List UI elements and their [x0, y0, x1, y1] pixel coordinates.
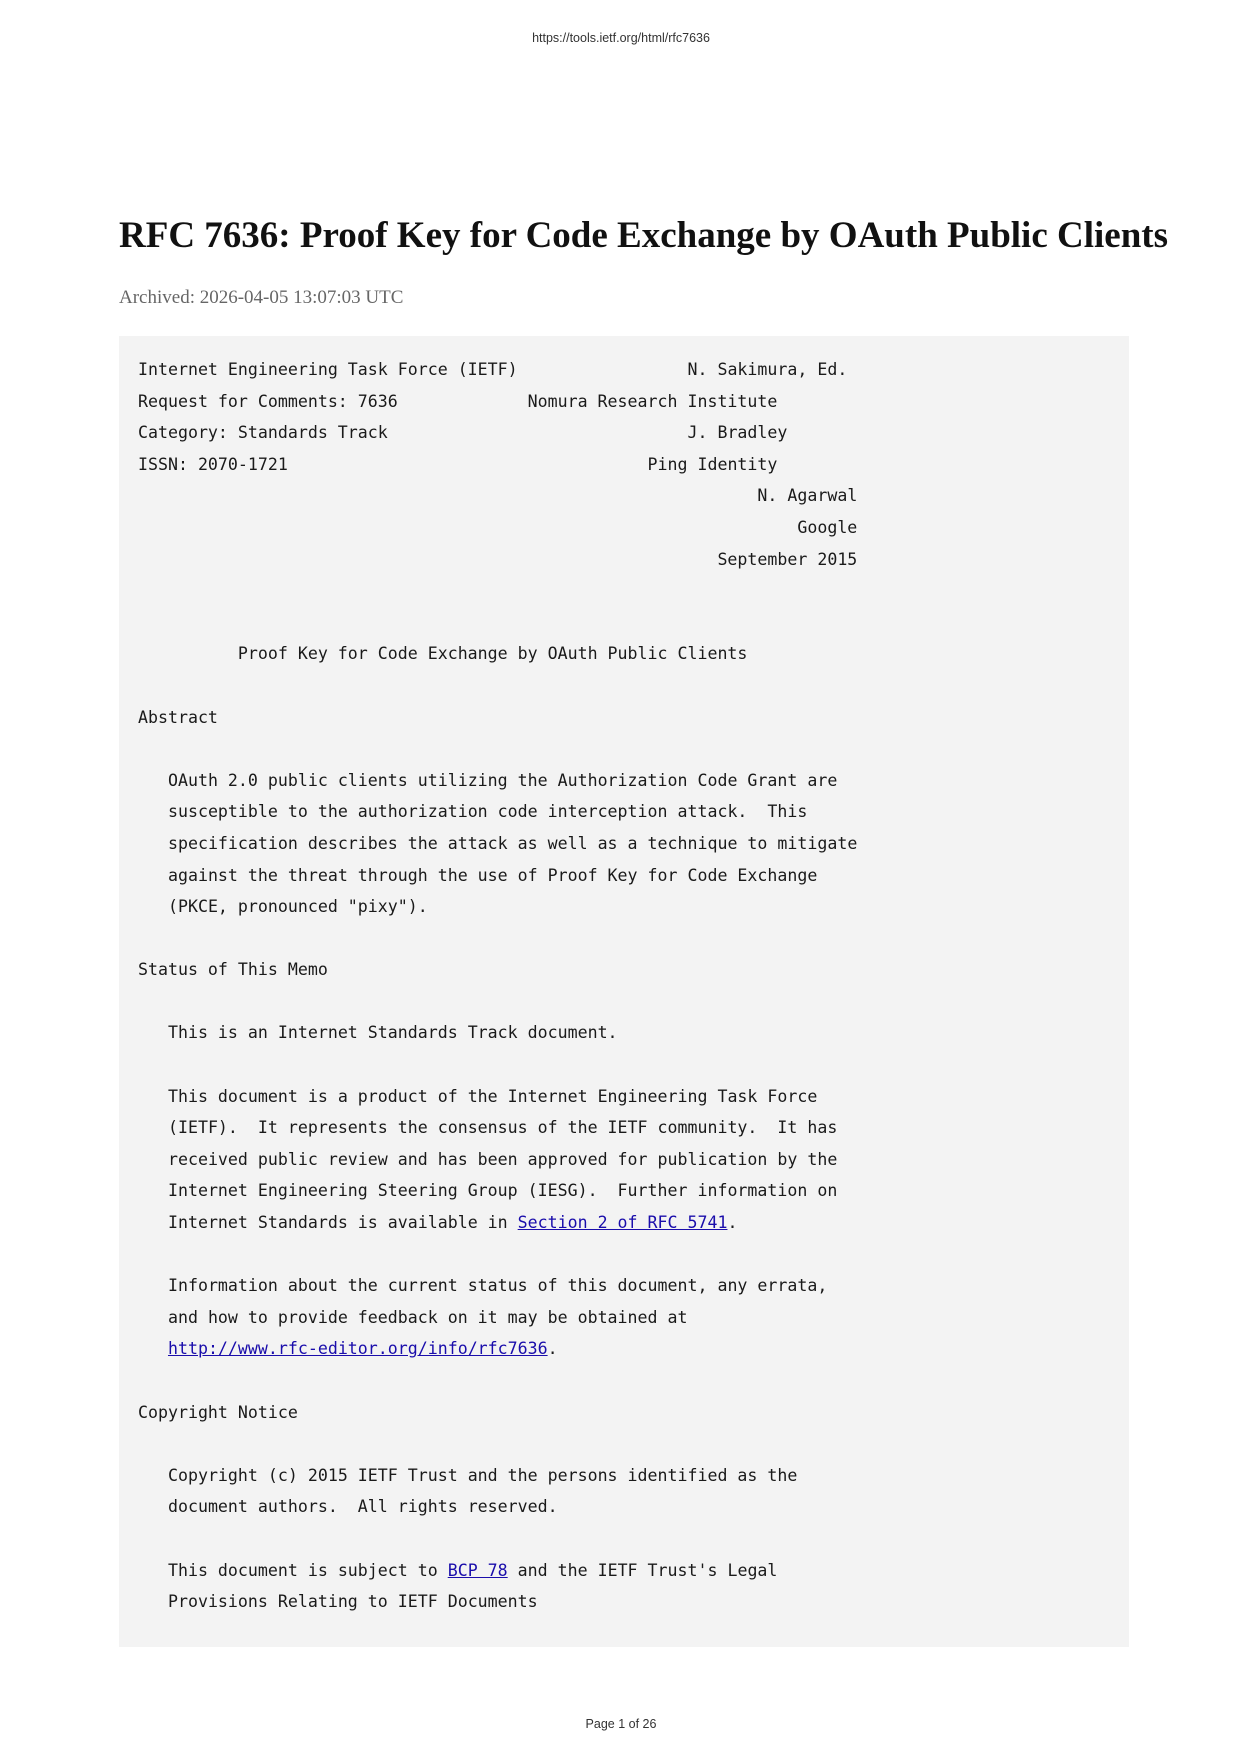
meta-right-1: Nomura Research Institute — [527, 391, 778, 411]
abstract-heading: Abstract — [138, 707, 218, 727]
rfc-document-text: Internet Engineering Task Force (IETF) N. Sakimura, Ed. Request for Comments: 7636 Nomura Research Institute Category: Standards Track J. Bradley ISSN: 2070-1721 Ping Identity N. Agarwal Google September 2015 Proof Key for Code Exchange by OAuth Public Clients Abstract OAuth 2.0 public clients utilizing the Authorization Code Grant are susceptible to the authorization code interception attack. This specification describes the attack as well as a technique to mitigate against the threat through the use of Proof Key for Code Exchange (PKCE, pronounced "pixy"). Status of This Memo This is an Internet Standards Track document. This document is a product of the Internet Engineering Task Force (IETF). It represents the consensus of the IETF community. It has received public review and has been approved for publication by the Internet Engineering Steering Group (IESG). Further information on Internet Standards is available in Section 2 of RFC 5741. Information about the current status of this document, any errata, and how to provide feedback on it may be obtained at http://www.rfc-editor.org/info/rfc7636. Copyright Notice Copyright (c) 2015 IETF Trust and the persons identified as the document authors. All rights reserved. This document is subject to BCP 78 and the IETF Trust's Legal Provisions Relating to IETF Documents — [138, 360, 858, 1612]
archived-timestamp: Archived: 2026-04-05 13:07:03 UTC — [119, 287, 404, 308]
meta-right-5: Google — [797, 517, 858, 537]
status-line: and how to provide feedback on it may be obtained at — [167, 1307, 688, 1327]
abstract-line: specification describes the attack as well as a technique to mitigate — [167, 833, 858, 853]
errata-info-link[interactable]: http://www.rfc-editor.org/info/rfc7636 — [167, 1339, 548, 1359]
document-title: Proof Key for Code Exchange by OAuth Public Clients — [237, 644, 748, 664]
abstract-line: susceptible to the authorization code interception attack. This — [167, 802, 808, 822]
subject-prefix: This document is subject to — [167, 1560, 448, 1580]
page-title: RFC 7636: Proof Key for Code Exchange by OAuth Public Clients — [119, 215, 1169, 256]
status-line: received public review and has been approved for publication by the — [167, 1149, 838, 1169]
meta-right-6: September 2015 — [717, 549, 858, 569]
subject-suffix: and the IETF Trust's Legal — [507, 1560, 778, 1580]
page-url-header: https://tools.ietf.org/html/rfc7636 — [532, 31, 710, 45]
abstract-line: against the threat through the use of Proof Key for Code Exchange — [167, 865, 818, 885]
meta-left-2: Category: Standards Track — [138, 423, 388, 443]
status-line: (IETF). It represents the consensus of the IETF community. It has — [167, 1118, 838, 1138]
status-heading: Status of This Memo — [138, 960, 328, 980]
abstract-line: OAuth 2.0 public clients utilizing the Authorization Code Grant are — [167, 770, 838, 790]
subject-line-2: Provisions Relating to IETF Documents — [167, 1592, 538, 1612]
rfc-document-box — [119, 336, 1129, 1647]
status-line: Internet Standards is available in — [167, 1213, 518, 1233]
bcp78-link[interactable]: BCP 78 — [447, 1560, 508, 1580]
copyright-line: Copyright (c) 2015 IETF Trust and the persons identified as the — [167, 1465, 798, 1485]
meta-left-0: Internet Engineering Task Force (IETF) — [138, 360, 518, 379]
abstract-line: (PKCE, pronounced "pixy"). — [167, 897, 428, 917]
status-line: Internet Engineering Steering Group (IESG). Further information on — [167, 1181, 838, 1201]
meta-left-3: ISSN: 2070-1721 — [138, 454, 288, 474]
meta-right-4: N. Agarwal — [757, 486, 858, 506]
meta-right-0: N. Sakimura, Ed. — [687, 360, 848, 379]
copyright-line: document authors. All rights reserved. — [167, 1497, 558, 1517]
copyright-heading: Copyright Notice — [138, 1402, 298, 1422]
status-line: This document is a product of the Internet Engineering Task Force — [167, 1086, 818, 1106]
page-number: Page 1 of 26 — [585, 1717, 657, 1731]
status-paragraph-1: This is an Internet Standards Track document. — [167, 1023, 618, 1043]
meta-left-1: Request for Comments: 7636 — [138, 391, 398, 411]
status-line: Information about the current status of this document, any errata, — [167, 1276, 828, 1296]
meta-right-2: J. Bradley — [687, 423, 788, 443]
meta-right-3: Ping Identity — [647, 454, 778, 474]
rfc5741-link[interactable]: Section 2 of RFC 5741 — [517, 1213, 728, 1233]
